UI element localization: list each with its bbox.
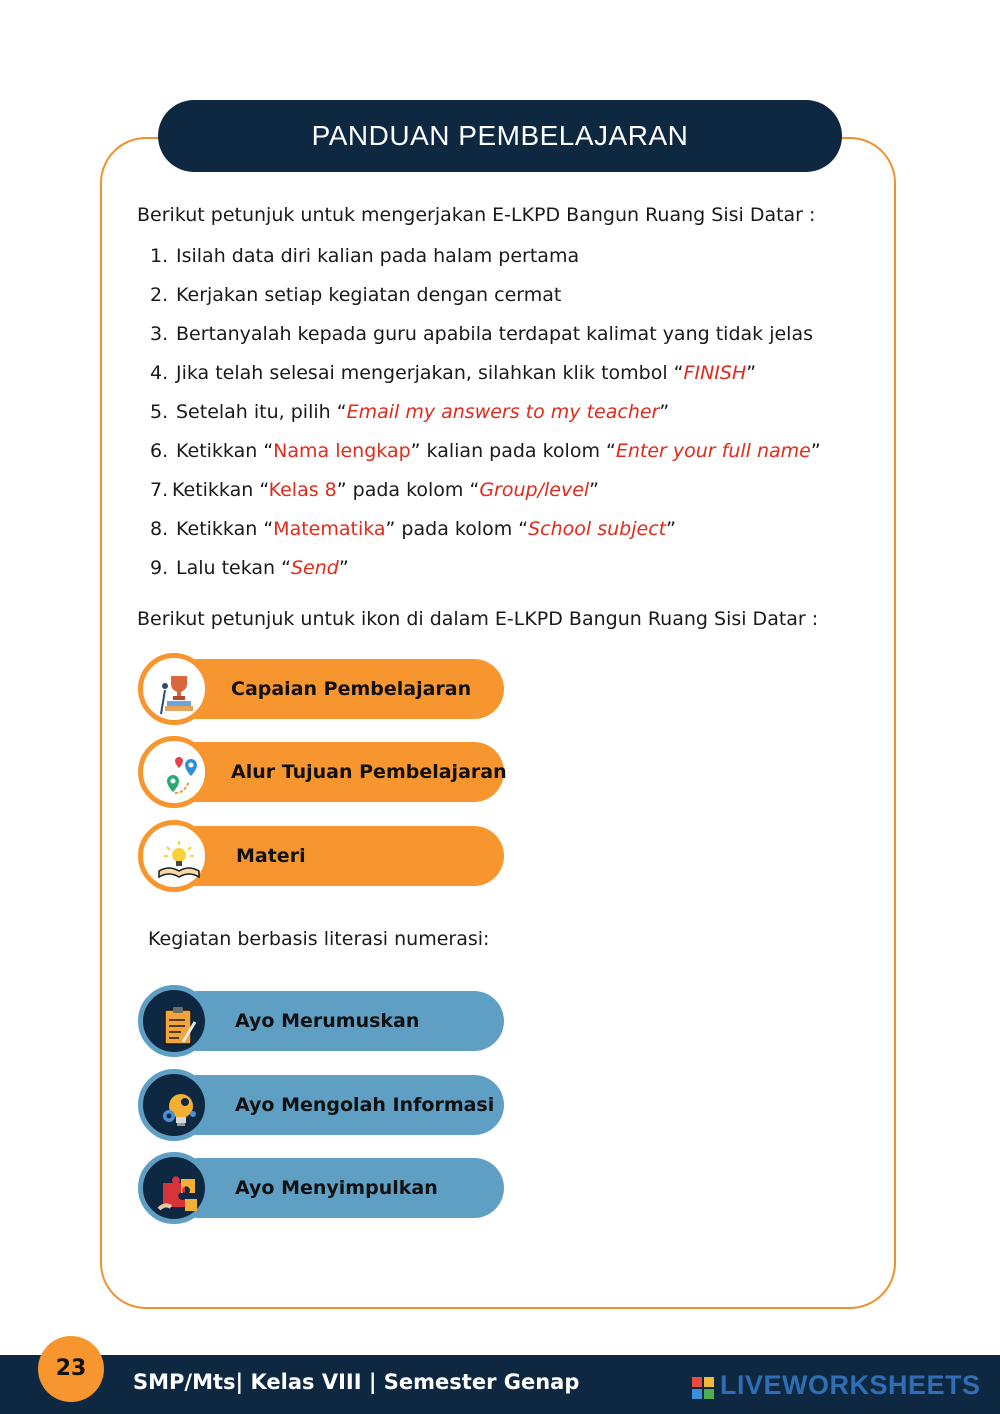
icon-item-alur xyxy=(138,742,507,802)
step-4: 4. Jika telah selesai mengerjakan, silahkan klik tombol “FINISH” xyxy=(150,362,757,384)
step-3: 3. Bertanyalah kepada guru apabila terdapat kalimat yang tidak jelas xyxy=(150,323,813,345)
activity-item-menyimpulkan xyxy=(138,1158,504,1218)
icon-item-label: Capaian Pembelajaran xyxy=(231,678,472,700)
icon-circle xyxy=(138,820,210,892)
activity-intro: Kegiatan berbasis literasi numerasi: xyxy=(148,928,490,950)
icon-item-materi xyxy=(138,826,504,886)
page-number: 23 xyxy=(38,1336,104,1402)
icon-circle xyxy=(138,985,210,1057)
step-2: 2. Kerjakan setiap kegiatan dengan cermat xyxy=(150,284,562,306)
footer-text: SMP/Mts| Kelas VIII | Semester Genap xyxy=(133,1370,580,1394)
step-5: 5. Setelah itu, pilih “Email my answers to my teacher” xyxy=(150,401,670,423)
activity-item-mengolah xyxy=(138,1075,504,1135)
step-7: 7. Ketikkan “Kelas 8” pada kolom “Group/level” xyxy=(150,479,600,501)
icon-item-label: Alur Tujuan Pembelajaran xyxy=(231,761,507,783)
puzzle-icon xyxy=(155,1169,203,1217)
step-8: 8. Ketikkan “Matematika” pada kolom “School subject” xyxy=(150,518,676,540)
clipboard-icon xyxy=(155,1002,203,1050)
page-title: PANDUAN PEMBELAJARAN xyxy=(158,100,842,172)
instruction-steps xyxy=(150,243,821,594)
step-9: 9. Lalu tekan “Send” xyxy=(150,557,349,579)
icon-guide-intro: Berikut petunjuk untuk ikon di dalam E-LKPD Bangun Ruang Sisi Datar : xyxy=(137,608,819,630)
lightbulb-gear-icon xyxy=(155,1086,203,1134)
icon-item-capaian xyxy=(138,659,504,719)
activity-item-label: Ayo Menyimpulkan xyxy=(235,1177,438,1199)
liveworksheets-logo-icon xyxy=(692,1377,714,1399)
step-1: 1. Isilah data diri kalian pada halam pertama xyxy=(150,245,580,267)
activity-item-merumuskan xyxy=(138,991,504,1051)
trophy-icon xyxy=(155,670,203,718)
instructions-intro: Berikut petunjuk untuk mengerjakan E-LKPD Bangun Ruang Sisi Datar : xyxy=(137,204,816,226)
activity-item-label: Ayo Mengolah Informasi xyxy=(235,1094,495,1116)
icon-circle xyxy=(138,1152,210,1224)
icon-circle xyxy=(138,736,210,808)
map-pins-icon xyxy=(155,753,203,801)
activity-item-label: Ayo Merumuskan xyxy=(235,1010,420,1032)
book-lightbulb-icon xyxy=(155,837,203,885)
step-6: 6. Ketikkan “Nama lengkap” kalian pada kolom “Enter your full name” xyxy=(150,440,821,462)
icon-item-label: Materi xyxy=(236,845,306,867)
icon-circle xyxy=(138,653,210,725)
pill-bar xyxy=(168,826,504,886)
icon-circle xyxy=(138,1069,210,1141)
brand-text: LIVEWORKSHEETS xyxy=(720,1370,981,1400)
